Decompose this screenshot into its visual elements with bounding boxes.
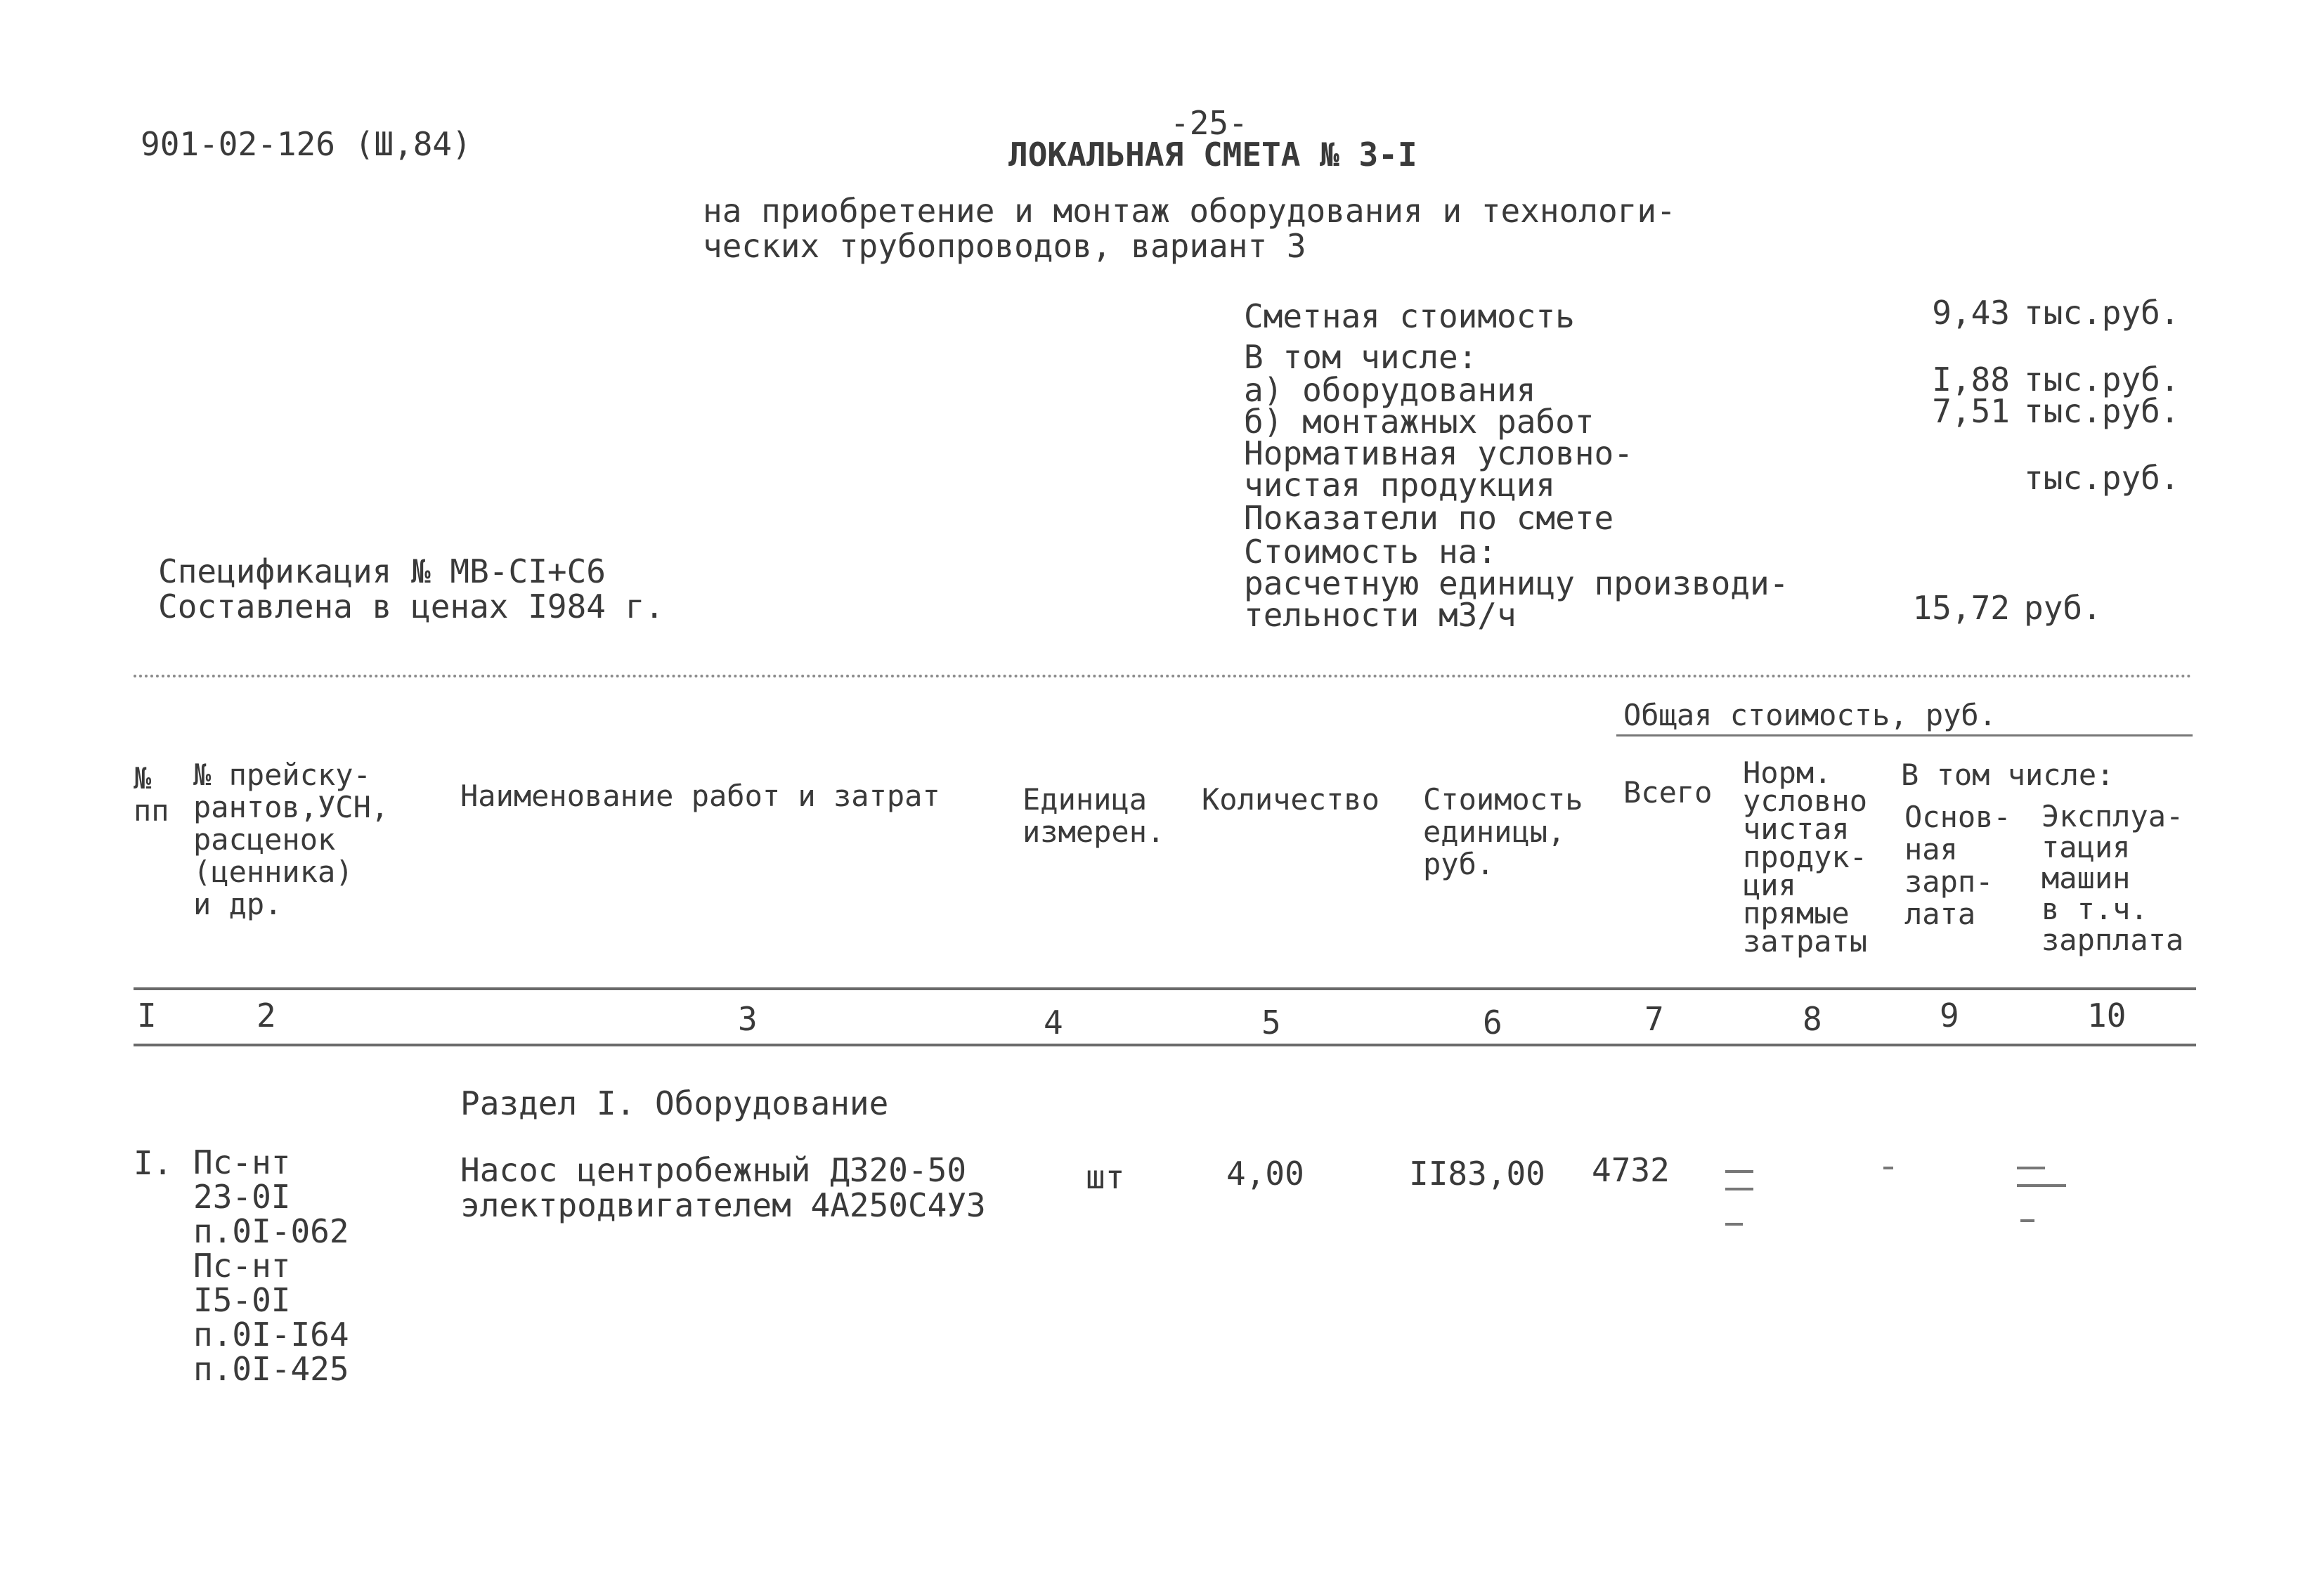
row-unit: шт [1086,1158,1125,1196]
column-number: 5 [1261,1004,1281,1041]
column-header-7: Всего [1623,775,1713,810]
summary-label: расчетную единицу производи- [1244,564,1789,602]
document-code: 901-02-126 (Ш,84) [141,125,472,163]
document-subtitle-line2: ческих трубопроводов, вариант 3 [703,227,1306,265]
summary-label: Нормативная условно- [1244,434,1633,472]
row-references: Пс-нт 23-0I п.0I-062 Пс-нт I5-0I п.0I-I64 п.0I-425 [193,1143,349,1388]
group-sub-header: В том числе: [1901,758,2115,792]
column-header-1: № пп [134,761,169,828]
document-title: ЛОКАЛЬНАЯ СМЕТА № 3-I [1008,136,1417,174]
column-header-9: Основ- ная зарп- лата [1904,800,2011,931]
row-total: 4732 [1592,1151,1670,1189]
summary-unit: тыс.руб. [2024,294,2180,332]
empty-cell-dash [2020,1219,2034,1222]
column-number: 9 [1940,997,1959,1034]
summary-value: 7,51 [1932,392,2010,430]
group-header-rule [1616,734,2193,736]
empty-cell-dash [1725,1223,1743,1226]
column-header-8: Норм. условно чистая продук- ция прямые затраты [1743,755,1868,959]
summary-label: а) оборудования [1244,371,1536,409]
summary-label: В том числе: [1244,338,1478,376]
specification-number: Спецификация № МВ-СI+С6 [158,552,606,590]
row-unit-price: II83,00 [1409,1155,1545,1193]
column-numbers-rule [134,1044,2196,1046]
summary-label: чистая продукция [1244,466,1556,504]
section-title: Раздел I. Оборудование [460,1084,889,1122]
column-number: 7 [1644,1000,1664,1038]
column-number: 4 [1044,1004,1063,1041]
column-header-10: Эксплуа- тация машин в т.ч. зарплата [2041,799,2184,957]
column-header-2: № прейску- рантов,УСН, расценок (ценника) и др. [193,758,389,921]
column-header-5: Количество [1202,782,1380,817]
empty-cell-dash [2017,1184,2066,1187]
summary-unit: тыс.руб. [2024,459,2180,497]
summary-label: тельности м3/ч [1244,596,1517,634]
summary-value: 15,72 [1912,589,2010,627]
column-number: I [137,997,157,1034]
table-top-rule [134,675,2193,677]
column-number: 10 [2087,997,2127,1034]
empty-cell-dash [2017,1167,2045,1169]
summary-label: б) монтажных работ [1244,403,1595,441]
summary-label: Стоимость на: [1244,533,1498,571]
column-number: 3 [738,1000,758,1038]
row-name: Насос центробежный Д320-50 электродвигателем 4А250С4У3 [460,1151,986,1224]
summary-unit: тыс.руб. [2024,361,2180,398]
row-number: I. [134,1144,173,1182]
column-header-3: Наименование работ и затрат [460,779,940,813]
empty-cell-dash [1883,1167,1893,1169]
column-number: 8 [1803,1000,1822,1038]
summary-unit: тыс.руб. [2024,392,2180,430]
header-bottom-rule [134,987,2196,990]
column-header-4: Единица измерен. [1023,782,1165,849]
group-header: Общая стоимость, руб. [1623,698,1997,732]
summary-value: 9,43 [1932,294,2010,332]
document-subtitle-line1: на приобретение и монтаж оборудования и технологи- [703,192,1676,230]
price-basis: Составлена в ценах I984 г. [158,588,665,625]
empty-cell-dash [1725,1170,1753,1173]
page-number: -25- [1170,104,1248,142]
column-number: 6 [1483,1004,1502,1041]
row-quantity: 4,00 [1226,1155,1304,1193]
column-header-6: Стоимость единицы, руб. [1423,782,1583,881]
summary-label: Показатели по смете [1244,499,1614,537]
summary-value: I,88 [1932,361,2010,398]
empty-cell-dash [1725,1188,1753,1190]
summary-label: Сметная стоимость [1244,297,1575,335]
summary-unit: руб. [2024,589,2102,627]
column-number: 2 [257,997,276,1034]
